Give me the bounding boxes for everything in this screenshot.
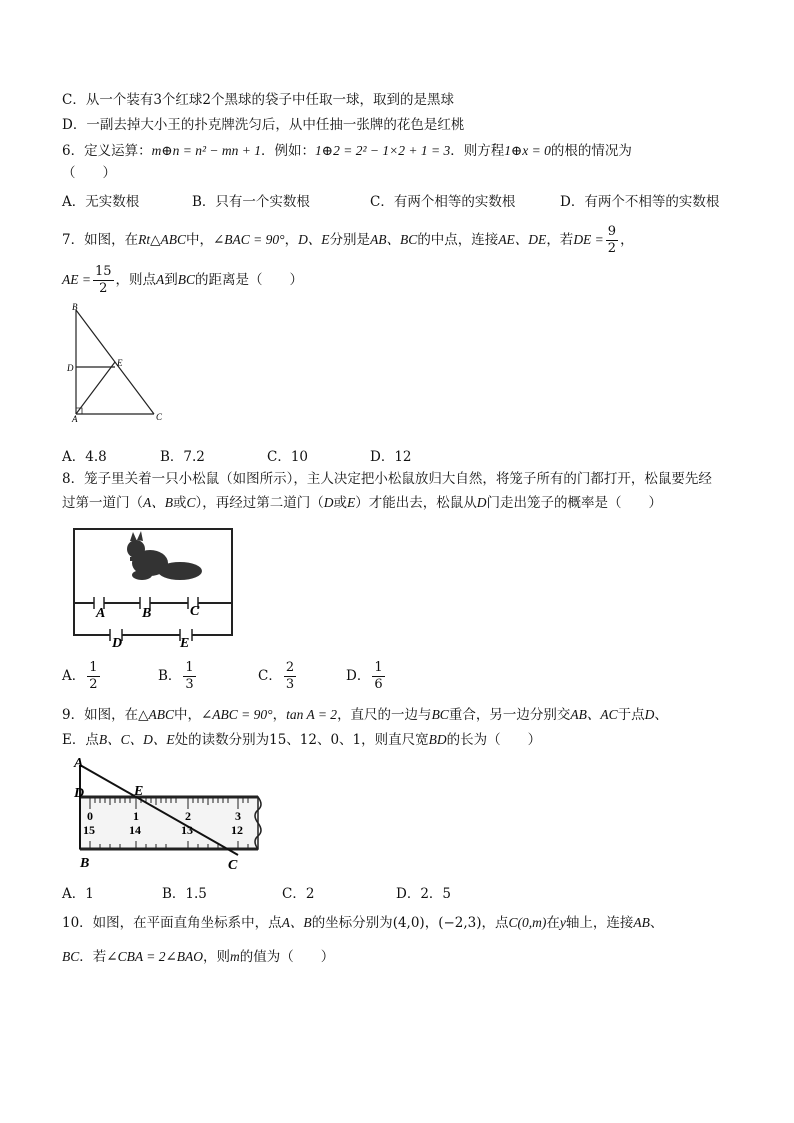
ruler-bottom-13: 13 [181,823,193,837]
label-b: B [72,302,78,312]
q6-example: 1⊕2 = 2² − 1×2 + 1 = 3 [315,143,451,158]
q9-ruler-figure [70,757,270,875]
q7-option-a: A．4.8 [62,449,107,465]
ruler-bottom-12: 12 [231,823,243,837]
q9-stem-line1: 9．如图，在△ABC中，∠ABC = 90°，tan A = 2，直尺的一边与BC重合，另一边分别交AB、AC于点D、 [62,707,668,723]
label-c: C [156,412,163,422]
q6-options [62,190,762,210]
q6-option-b: B．只有一个实数根 [192,194,310,210]
ruler-top-0: 0 [87,809,93,823]
q6-stem: 6．定义运算：m⊕n = n² − mn + 1．例如：1⊕2 = 2² − 1×2 + 1 = 3．则方程1⊕x = 0的根的情况为 [62,143,632,159]
q10-condition: ∠CBA = 2∠BAO [106,949,203,964]
door-e-label: E [180,636,190,651]
ruler-bottom-15: 15 [83,823,95,837]
door-a-label: A [96,606,106,621]
q6-option-a: A．无实数根 [62,194,140,210]
q6-paren: （ ） [62,165,116,181]
q9-option-d: D．2．5 [396,886,452,902]
squirrel-icon [127,531,202,580]
q9-option-b: B．1.5 [162,886,207,902]
q6-definition: m⊕n = n² − mn + 1 [151,143,262,158]
q7-option-d: D．12 [370,449,412,465]
q8-option-d: D． $\frac{1}{6}$ [346,660,383,692]
ruler-top-1: 1 [133,809,139,823]
q7-stem: 7．如图，在Rt△ABC中，∠BAC = 90°，D、E分别是AB、BC的中点，连接AE、DE，若DE = $\frac{9}{2}$ ， [62,224,634,256]
q7-option-c: C．10 [267,449,309,465]
q7-triangle-figure [64,300,174,424]
q7-ae-fraction: $\frac{15}{2}$ [94,264,112,296]
label-d: D [74,786,85,801]
q8-option-b: B． $\frac{1}{3}$ [158,660,194,692]
q5-option-d: D．一副去掉大小王的扑克牌洗匀后，从中任抽一张牌的花色是红桃 [62,117,465,133]
door-b-label: B [142,606,152,621]
label-b: B [80,856,90,871]
label-a: A [72,414,78,424]
label-c: C [228,858,238,873]
ruler-bottom-14: 14 [129,823,141,837]
q6-equation: 1⊕x = 0 [504,143,551,158]
label-e: E [134,784,144,799]
q10-stem-line1: 10．如图，在平面直角坐标系中，点A、B的坐标分别为(4,0)，(−2,3)，点C(0,m)在y轴上，连接AB、 [62,915,664,931]
q6-option-c: C．有两个相等的实数根 [370,194,516,210]
q9-options [62,882,662,902]
q10-coord-b: (−2,3) [438,915,482,931]
q9-option-a: A．1 [62,886,94,902]
q7-option-b: B．7.2 [160,449,205,465]
segment-ae [76,362,115,414]
ruler-top-3: 3 [235,809,241,823]
q7-de-fraction: $\frac{9}{2}$ [607,224,617,256]
q10-coord-a: (4,0) [392,915,425,931]
q9-option-c: C．2 [282,886,315,902]
q6-option-d: D．有两个不相等的实数根 [560,194,720,210]
q8-cage-figure [70,525,240,653]
door-d-label: D [112,636,123,651]
q8-options [62,660,662,700]
label-d: D [67,363,74,373]
door-c-label: C [190,604,200,619]
q8-stem-line1: 8．笼子里关着一只小松鼠（如图所示），主人决定把小松鼠放归大自然，将笼子所有的门都打开，松鼠要先经 [62,471,712,487]
q8-option-a: A． $\frac{1}{2}$ [62,660,98,692]
q8-stem-line2: 过第一道门（A、B或C），再经过第二道门（D或E）才能出去，松鼠从D门走出笼子的概率是（ ） [62,495,663,511]
q10-point-c: C(0,m) [508,915,547,930]
label-a: A [74,757,84,771]
ruler-top-2: 2 [185,809,191,823]
label-e: E [117,358,123,368]
q8-option-c: C． $\frac{2}{3}$ [258,660,295,692]
q7-options [62,445,662,465]
q10-stem-line2: BC．若∠CBA = 2∠BAO，则m的值为（ ） [62,949,335,965]
q7-stem-line2: AE = $\frac{15}{2}$ ，则点A到BC的距离是（ ） [62,264,304,296]
q5-option-c: C．从一个装有3个红球2个黑球的袋子中任取一球，取到的是黑球 [62,92,455,108]
q9-stem-line2: E．点B、C、D、E处的读数分别为15、12、0、1，则直尺宽BD的长为（ ） [62,732,542,748]
